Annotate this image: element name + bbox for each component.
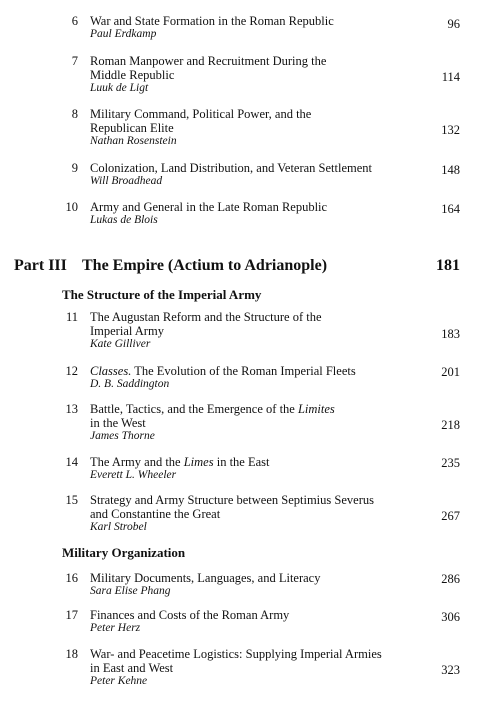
chapter-title-line: Imperial Army	[90, 324, 164, 338]
chapter-number: 7	[71, 54, 78, 68]
chapter-author: Peter Kehne	[90, 675, 148, 687]
chapter-number: 8	[71, 107, 78, 121]
chapter-author: Luuk de Ligt	[90, 82, 149, 94]
chapter-author: Nathan Rosenstein	[90, 135, 177, 147]
chapter-title-text: in the East	[213, 455, 270, 469]
chapter-title	[90, 200, 410, 227]
chapter-number: 17	[65, 608, 78, 622]
page-number: 286	[441, 572, 460, 586]
chapter-number: 14	[65, 455, 78, 469]
chapter-number: 9	[71, 161, 78, 175]
chapter-title	[90, 571, 410, 598]
chapter-number: 6	[71, 14, 78, 28]
chapter-number: 13	[65, 402, 78, 416]
chapter-title-line: Roman Manpower and Recruitment During the	[90, 54, 327, 68]
part-page-number: 181	[436, 257, 460, 274]
chapter-title-line: Military Command, Political Power, and the	[90, 107, 312, 121]
chapter-title	[90, 107, 410, 148]
chapter-author: James Thorne	[90, 430, 155, 442]
chapter-title-text: Colonization, Land Distribution, and Veteran Settlement	[90, 161, 373, 175]
page-number: 306	[441, 610, 460, 624]
chapter-title	[90, 402, 410, 443]
chapter-title	[90, 310, 410, 351]
chapter-author: Kate Gilliver	[90, 338, 151, 350]
part-title: The Empire (Actium to Adrianople)	[82, 257, 328, 274]
page-number: 96	[447, 17, 460, 31]
chapter-title-text: The Evolution of the Roman Imperial Fleets	[131, 364, 356, 378]
chapter-title-line: Middle Republic	[90, 68, 175, 82]
chapter-title	[90, 455, 410, 482]
chapter-title	[90, 161, 420, 188]
page-number: 201	[441, 365, 460, 379]
chapter-number: 16	[65, 571, 78, 585]
chapter-title-italic: Classes.	[90, 364, 132, 378]
chapter-number: 18	[65, 647, 78, 661]
chapter-title	[90, 54, 410, 95]
page-number: 183	[441, 327, 460, 341]
chapter-title-line: Strategy and Army Structure between Septimius Severus	[90, 493, 374, 507]
chapter-author: Everett L. Wheeler	[90, 469, 177, 481]
page-number: 267	[441, 509, 460, 523]
chapter-author: Will Broadhead	[90, 175, 163, 187]
page-number: 132	[441, 123, 460, 137]
chapter-title	[90, 364, 410, 391]
page-number: 148	[441, 163, 460, 177]
chapter-number: 10	[65, 200, 78, 214]
chapter-author: Sara Elise Phang	[90, 585, 171, 597]
chapter-author: Lukas de Blois	[90, 214, 158, 226]
chapter-title-text: The Army and the	[90, 455, 184, 469]
chapter-title-text: Finances and Costs of the Roman Army	[90, 608, 290, 622]
section-heading-structure: The Structure of the Imperial Army	[62, 287, 262, 302]
chapter-title	[90, 647, 410, 688]
chapter-title-text: Army and General in the Late Roman Republic	[90, 200, 328, 214]
chapter-title-italic: Limites	[297, 402, 335, 416]
page-number: 114	[441, 70, 460, 84]
page-number: 164	[441, 202, 460, 216]
page-number: 218	[441, 418, 460, 432]
page-number: 323	[441, 663, 460, 677]
chapter-title-line: and Constantine the Great	[90, 507, 221, 521]
chapter-title-text: Battle, Tactics, and the Emergence of the	[90, 402, 298, 416]
chapter-number: 15	[65, 493, 78, 507]
chapter-author: Paul Erdkamp	[90, 28, 157, 40]
chapter-author: Karl Strobel	[90, 521, 147, 533]
chapter-number: 11	[65, 310, 78, 324]
chapter-title-text: War and State Formation in the Roman Republic	[90, 14, 334, 28]
chapter-title-line: War- and Peacetime Logistics: Supplying Imperial Armies	[90, 647, 382, 661]
chapter-title-italic: Limes	[183, 455, 214, 469]
part-label: Part III	[14, 257, 67, 274]
chapter-title-text: Military Documents, Languages, and Literacy	[90, 571, 321, 585]
chapter-title	[90, 14, 410, 41]
page-number: 235	[441, 456, 460, 470]
section-heading-organization: Military Organization	[62, 545, 186, 560]
chapter-author: Peter Herz	[90, 622, 141, 634]
chapter-title	[90, 608, 410, 635]
chapter-title-line: in the West	[90, 416, 146, 430]
chapter-author: D. B. Saddington	[90, 378, 170, 390]
chapter-number: 12	[65, 364, 78, 378]
chapter-title-line: Republican Elite	[90, 121, 174, 135]
chapter-title-line: in East and West	[90, 661, 174, 675]
chapter-title	[90, 493, 410, 534]
chapter-title-line: The Augustan Reform and the Structure of the	[90, 310, 322, 324]
